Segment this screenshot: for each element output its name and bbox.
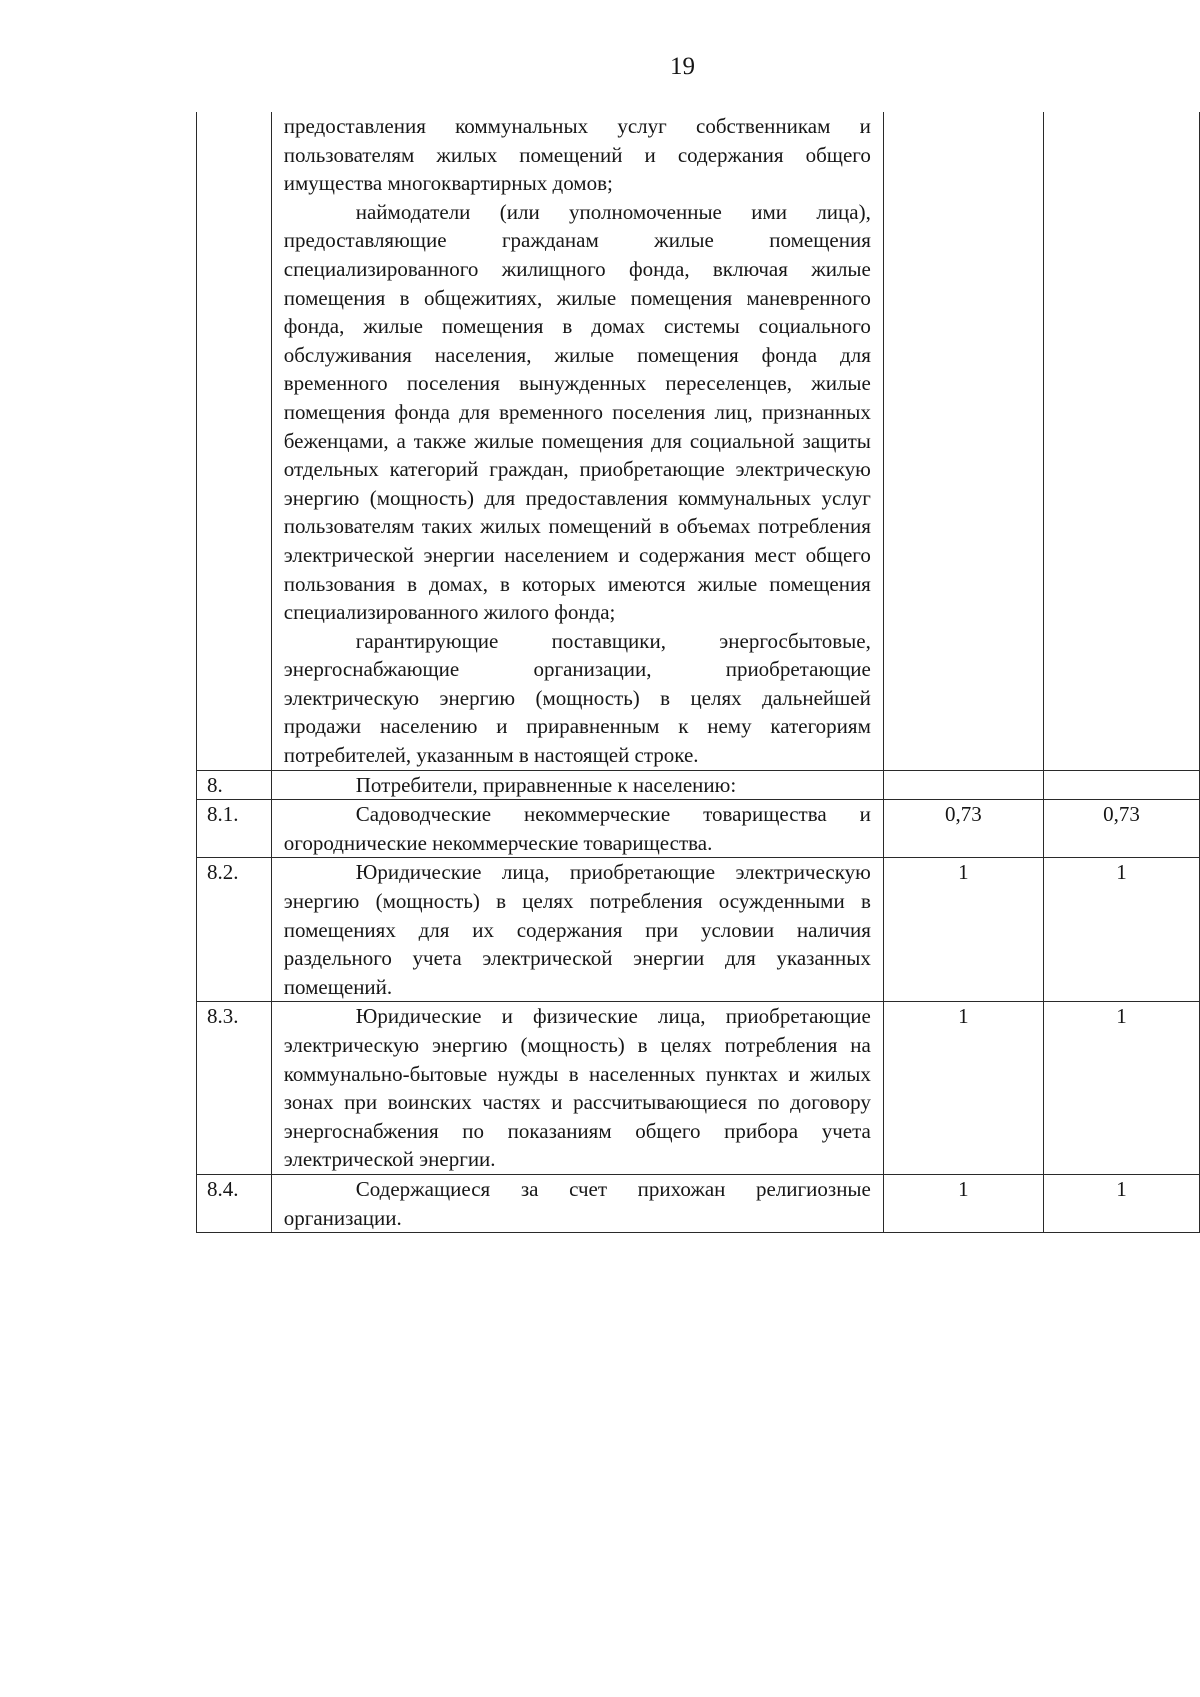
row-description (271, 800, 883, 858)
row-description (271, 112, 883, 770)
table-row (197, 770, 1200, 800)
coefficient-value-1: 0,73 (883, 800, 1043, 858)
coefficient-value-1 (883, 112, 1043, 770)
description-paragraph: Содержащиеся за счет прихожан религиозные организации. (283, 1176, 871, 1230)
coefficient-value-1: 1 (883, 858, 1043, 1002)
row-description (271, 1174, 883, 1232)
row-number: 8.1. (197, 800, 272, 858)
coefficient-value-2 (1043, 770, 1199, 800)
coefficient-value-2: 1 (1043, 858, 1199, 1002)
table-row (197, 800, 1200, 858)
row-description (271, 770, 883, 800)
row-number: 8.4. (197, 1174, 272, 1232)
tariff-table (196, 112, 1200, 1233)
description-paragraph: Садоводческие некоммерческие товарищества и огороднические некоммерческие товарищества. (283, 802, 871, 855)
description-paragraph: Юридические и физические лица, приобретающие электрическую энергию (мощность) в целях потребления на коммунально-бытовые нужды в населенных пунктах и жилых зонах при воинских частях и рассчитывающиеся по договору энергоснабжения по показаниям общего прибора учета электрической энергии. (283, 1004, 871, 1172)
coefficient-value-1: 1 (883, 1002, 1043, 1175)
row-description (271, 858, 883, 1002)
description-paragraph: Юридические лица, приобретающие электрическую энергию (мощность) в целях потребления осужденными в помещениях для их содержания при условии наличия раздельного учета электрической энергии для указанных помещений. (283, 860, 871, 999)
coefficient-value-2 (1043, 112, 1199, 770)
description-paragraph: Потребители, приравненные к населению: (355, 772, 737, 797)
coefficient-value-1 (883, 770, 1043, 800)
row-number (197, 112, 272, 770)
description-paragraph: гарантирующие поставщики, энергосбытовые, энергоснабжающие организации, приобретающие электрическую энергию (мощность) в целях дальнейшей продажи населению и приравненным к нему категориям потребителей, указанным в настоящей строке. (283, 628, 871, 768)
coefficient-value-2: 0,73 (1043, 800, 1199, 858)
page-number: 19 (670, 53, 695, 80)
description-paragraph: предоставления коммунальных услуг собственникам и пользователям жилых помещений и содержания общего имущества многоквартирных домов; (283, 114, 871, 196)
table-row (197, 858, 1200, 1002)
row-number: 8.3. (197, 1002, 272, 1175)
table-row (197, 1002, 1200, 1175)
coefficient-value-2: 1 (1043, 1174, 1199, 1232)
table-row (197, 112, 1200, 770)
coefficient-value-2: 1 (1043, 1002, 1199, 1175)
description-paragraph: наймодатели (или уполномоченные ими лица), предоставляющие гражданам жилые помещения специализированного жилищного фонда, включая жилые помещения в общежитиях, жилые помещения маневренного фонда, жилые помещения в домах системы социального обслуживания населения, жилые помещения фонда для временного поселения вынужденных переселенцев, жилые помещения фонда для временного поселения лиц, признанных беженцами, а также жилые помещения для социальной защиты отдельных категорий граждан, приобретающие электрическую энергию (мощность) для предоставления коммунальных услуг пользователям таких жилых помещений в объемах потребления электрической энергии населением и содержания мест общего пользования в домах, в которых имеются жилые помещения специализированного жилого фонда; (283, 199, 871, 625)
row-number: 8.2. (197, 858, 272, 1002)
row-description (271, 1002, 883, 1175)
row-number: 8. (197, 770, 272, 800)
coefficient-value-1: 1 (883, 1174, 1043, 1232)
table-row (197, 1174, 1200, 1232)
